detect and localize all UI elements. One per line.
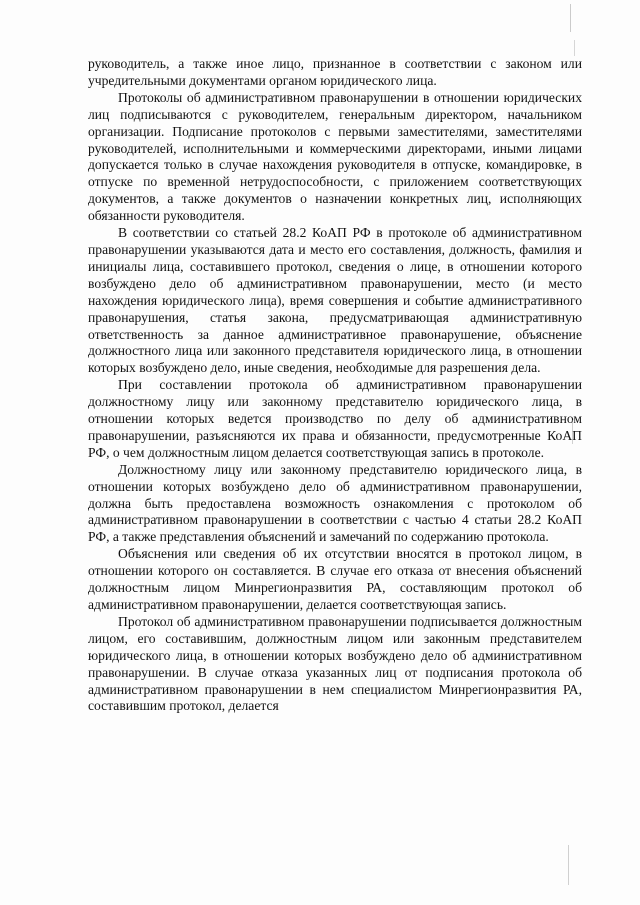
scan-artifact <box>574 40 575 56</box>
paragraph-6: Объяснения или сведения об их отсутствии вносятся в протокол лицом, в отношении которого он составляется. В случае его отказа от внесения объяснений должностным лицом Минрегионразвития РА, составляющим протокол об административном правонарушении, делается соответствующая запись. <box>88 546 582 612</box>
scan-artifact <box>568 845 569 885</box>
paragraph-4: При составлении протокола об административном правонарушении должностному лицу или законному представителю юридического лица, в отношении которых ведется производство по делу об административном правонарушении, разъясняются их права и обязанности, предусмотренные КоАП РФ, о чем должностным лицом делается соответствующая запись в протоколе. <box>88 377 582 460</box>
document-body <box>88 56 582 715</box>
paragraph-2: Протоколы об административном правонарушении в отношении юридических лиц подписываются с руководителем, генеральным директором, начальником организации. Подписание протоколов с первыми заместителями, заместителями руководителей, исполнительными и коммерческими директорами, иными лицами допускается только в случае нахождения руководителя в отпуске, командировке, в отпуске по временной нетрудоспособности, с приложением соответствующих документов, а также документов о назначении конкретных лиц, исполняющих обязанности руководителя. <box>88 89 582 224</box>
scan-artifact <box>572 420 573 444</box>
paragraph-7: Протокол об административном правонарушении подписывается должностным лицом, его составившим, должностным лицом или законным представителем юридического лица, в отношении которых возбуждено дело об административном правонарушении. В случае отказа указанных лиц от подписания протокола об административном правонарушении в нем специалистом Минрегионразвития РА, составившим протокол, делается <box>88 613 582 714</box>
paragraph-1: руководитель, а также иное лицо, признанное в соответствии с законом или учредительными документами органом юридического лица. <box>88 56 582 88</box>
paragraph-3: В соответствии со статьей 28.2 КоАП РФ в протоколе об административном правонарушении указываются дата и место его составления, должность, фамилия и инициалы лица, составившего протокол, сведения о лице, в отношении которого возбуждено дело об административном правонарушении, место (и место нахождения юридического лица), время совершения и событие административного правонарушения, статья закона, предусматривающая административную ответственность за данное административное правонарушение, объяснение должностного лица или законного представителя юридического лица, в отношении которых возбуждено дело, иные сведения, необходимые для разрешения дела. <box>88 225 582 376</box>
paragraph-5: Должностному лицу или законному представителю юридического лица, в отношении которых возбуждено дело об административном правонарушении, должна быть предоставлена возможность ознакомления с протоколом об административном правонарушении в соответствии с частью 4 статьи 28.2 КоАП РФ, а также представления объяснений и замечаний по содержанию протокола. <box>88 461 582 545</box>
scan-artifact <box>570 4 571 32</box>
